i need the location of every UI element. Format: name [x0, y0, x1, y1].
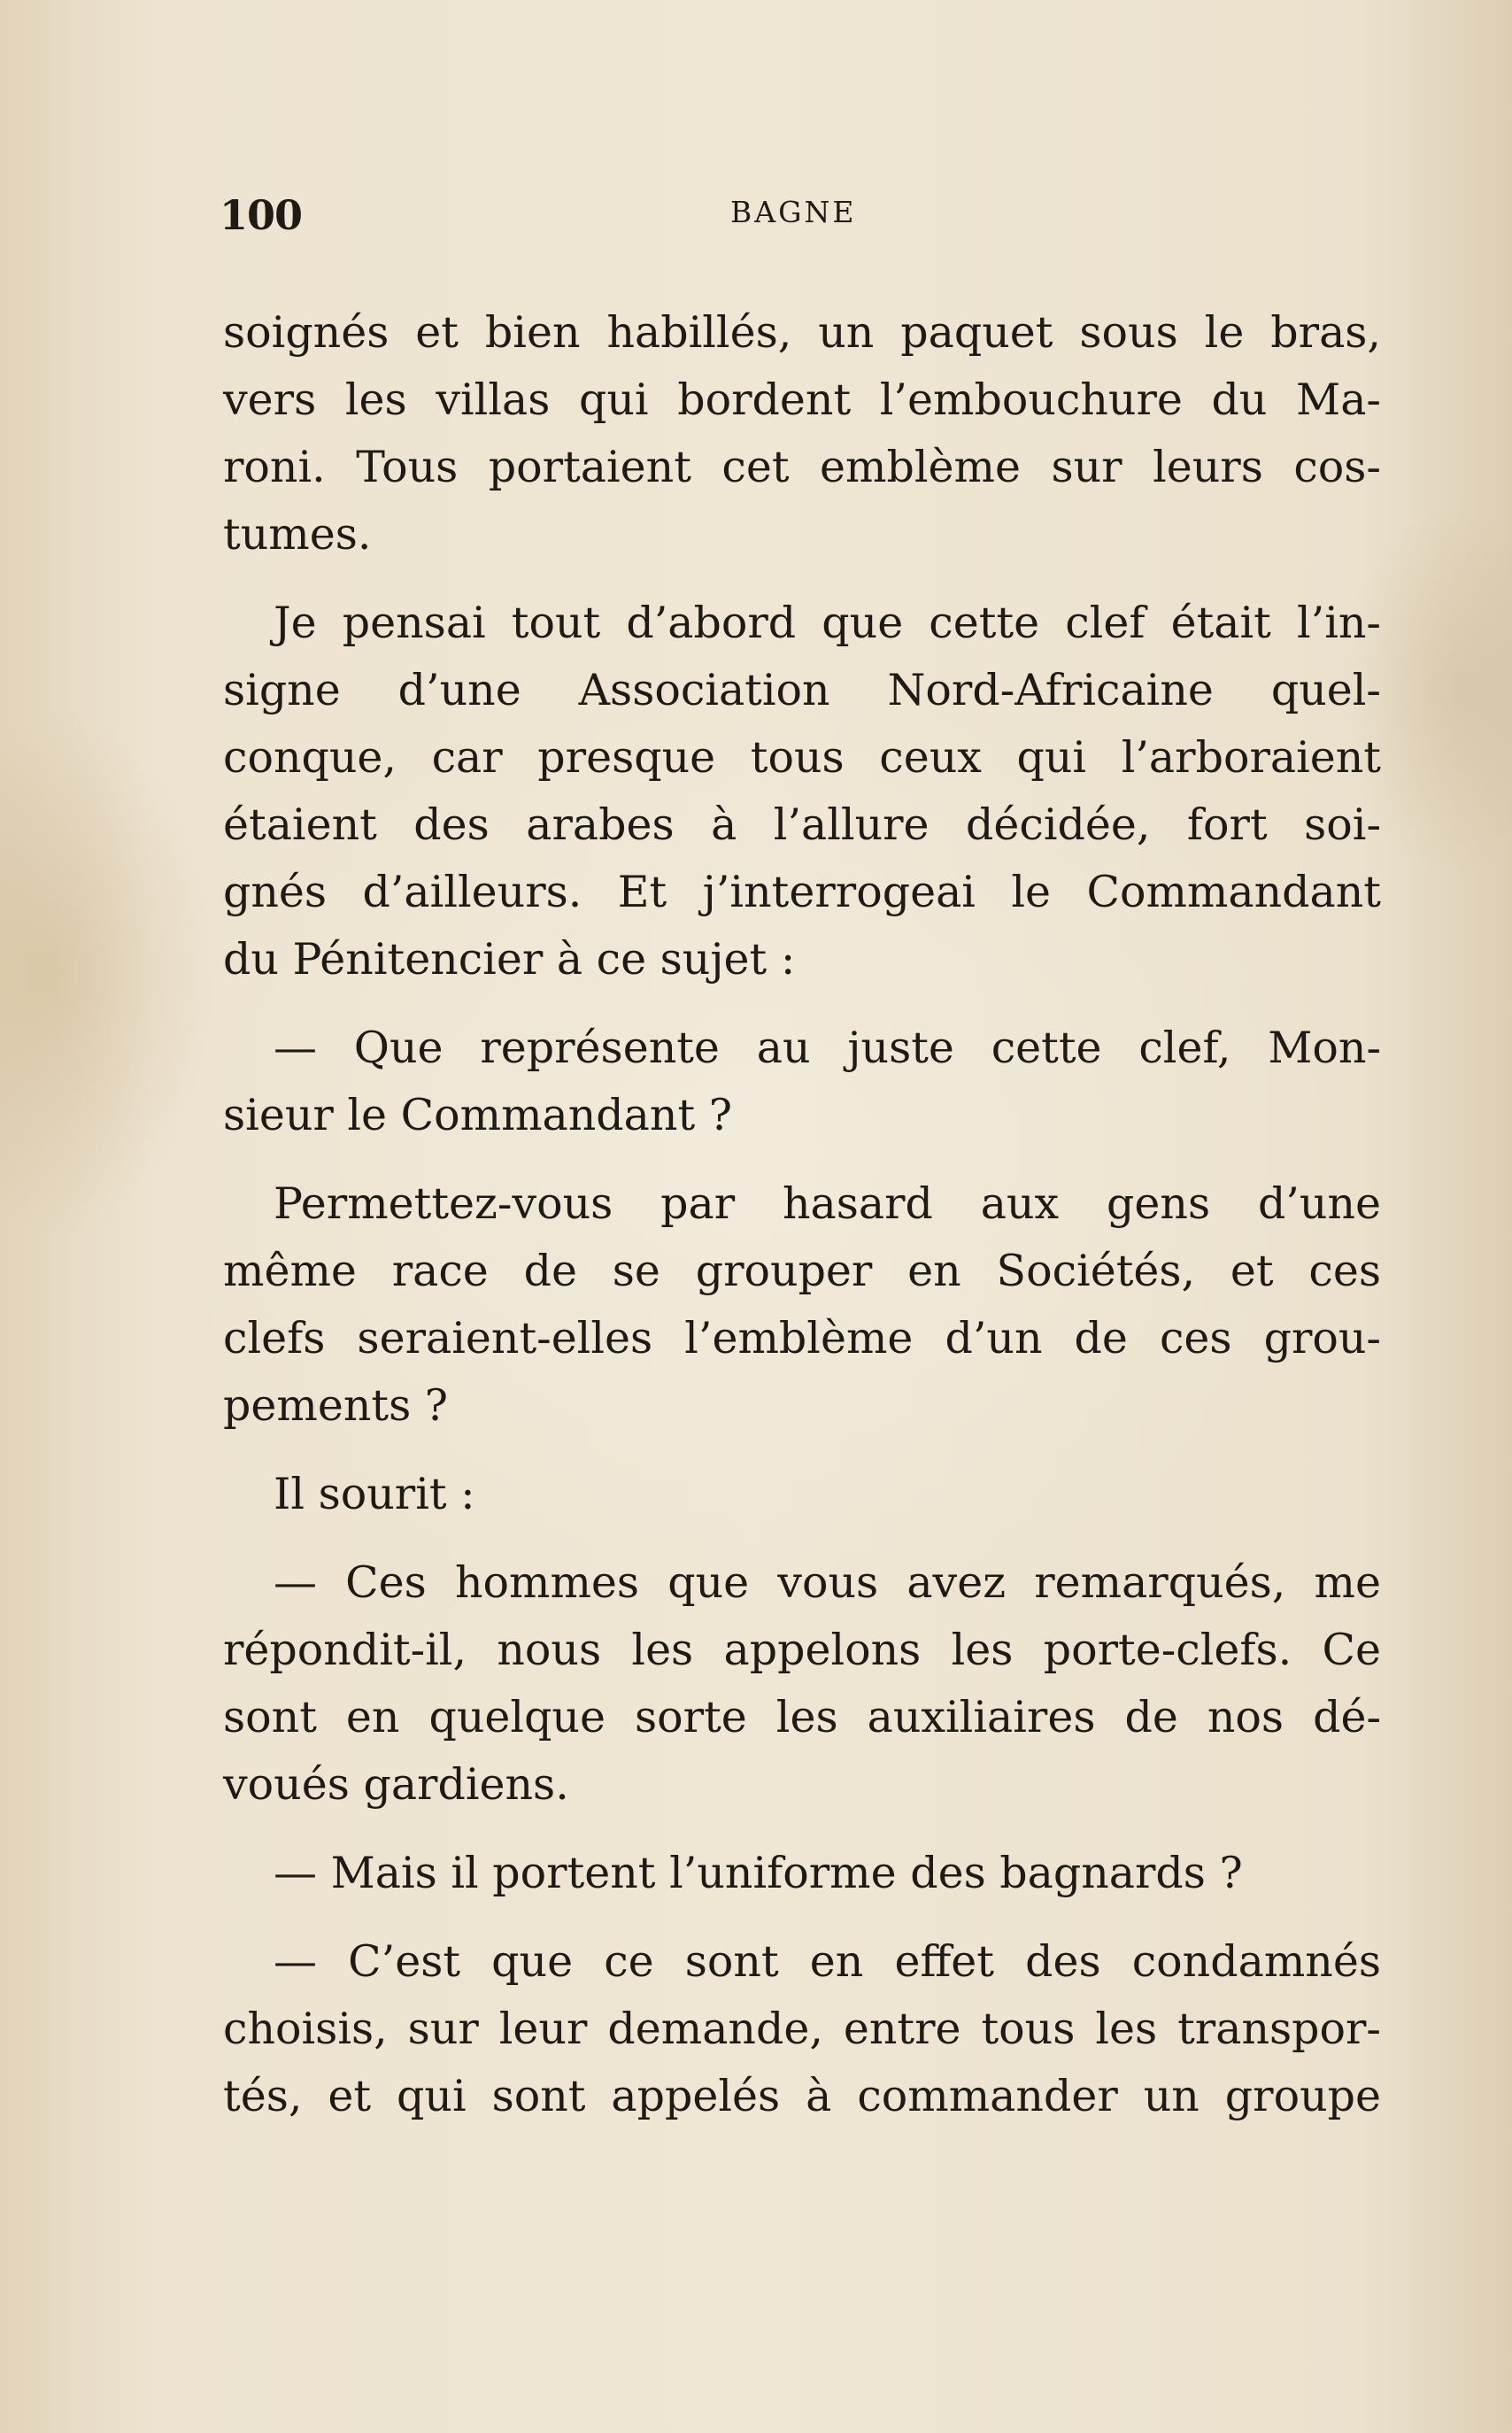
text-line: tés, et qui sont appelés à commander un groupe: [223, 2071, 1381, 2121]
text-line: soignés et bien habillés, un paquet sous le bras,: [223, 307, 1381, 358]
text-line: — Ces hommes que vous avez remarqués, me: [274, 1557, 1381, 1608]
paragraph: [223, 1015, 1381, 1149]
text-line: répondit-il, nous les appelons les porte-clefs. Ce: [223, 1625, 1381, 1675]
text-line: voués gardiens.: [223, 1759, 569, 1810]
text-line: conque, car presque tous ceux qui l’arboraient: [223, 732, 1381, 783]
text-line: — Que représente au juste cette clef, Mon-: [274, 1023, 1381, 1073]
text-line: roni. Tous portaient cet emblème sur leurs cos-: [223, 442, 1381, 492]
text-line: pements ?: [223, 1380, 449, 1431]
text-line: Il sourit :: [274, 1469, 475, 1519]
paragraph: [223, 1461, 1381, 1528]
text-line: étaient des arabes à l’allure décidée, fort soi-: [223, 799, 1381, 850]
body-text: [223, 299, 1381, 2130]
text-line: choisis, sur leur demande, entre tous les transpor-: [223, 2004, 1381, 2054]
paragraph: [223, 590, 1381, 993]
paragraph: [223, 1928, 1381, 2130]
text-line: — Mais il portent l’uniforme des bagnards ?: [274, 1848, 1243, 1898]
text-line: sont en quelque sorte les auxiliaires de nos dé-: [223, 1692, 1381, 1742]
paragraph: [223, 1549, 1381, 1819]
text-line: — C’est que ce sont en effet des condamnés: [274, 1936, 1381, 1987]
text-line: du Pénitencier à ce sujet :: [223, 934, 796, 985]
text-line: sieur le Commandant ?: [223, 1090, 732, 1140]
text-line: vers les villas qui bordent l’embouchure du Ma-: [223, 375, 1381, 425]
page-header: [217, 188, 1381, 241]
running-title: BAGNE: [730, 195, 857, 229]
text-line: signe d’une Association Nord-Africaine quel-: [223, 665, 1381, 715]
text-line: Je pensai tout d’abord que cette clef était l’in-: [274, 598, 1381, 648]
text-line: Permettez-vous par hasard aux gens d’une: [274, 1178, 1381, 1229]
paragraph: [223, 1170, 1381, 1440]
page-number: 100: [220, 191, 303, 239]
text-line: clefs seraient-elles l’emblème d’un de ces grou-: [223, 1313, 1381, 1363]
paragraph: [223, 1840, 1381, 1907]
text-line: gnés d’ailleurs. Et j’interrogeai le Commandant: [223, 867, 1381, 917]
text-line: même race de se grouper en Sociétés, et ces: [223, 1246, 1381, 1296]
paragraph: [223, 299, 1381, 568]
text-line: tumes.: [223, 509, 372, 560]
